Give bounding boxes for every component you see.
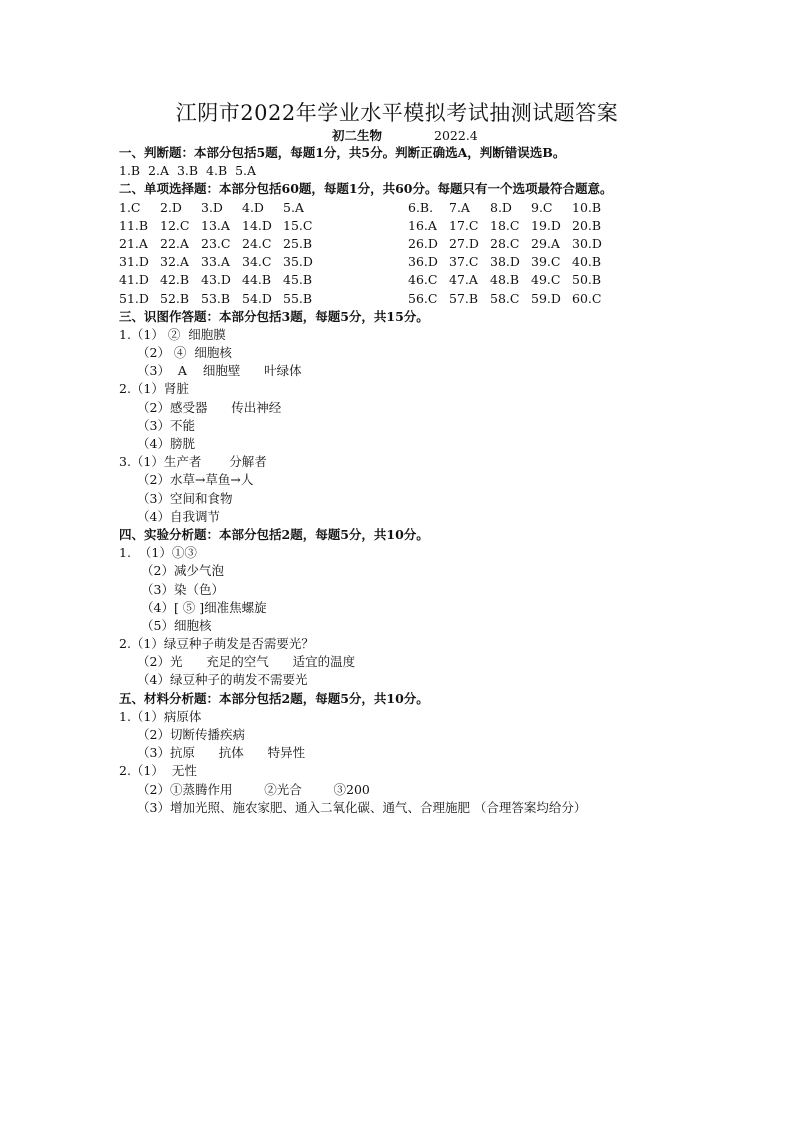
answer-cell: 24.C xyxy=(242,235,272,251)
answer-cell: 19.D xyxy=(531,217,561,233)
answer-line: （2）减少气泡 xyxy=(141,563,224,579)
answer-line: （3）空间和食物 xyxy=(137,490,233,506)
answer-cell: 43.D xyxy=(201,272,231,288)
section-1-heading: 一、判断题：本部分包括5题，每题1分，共5分。判断正确选A，判断错误选B。 xyxy=(119,145,566,160)
answer-cell: 28.C xyxy=(490,235,520,251)
answer-cell: 35.D xyxy=(283,254,313,270)
answer-cell: 29.A xyxy=(531,235,560,251)
answer-line: （3） A 细胞壁 叶绿体 xyxy=(137,363,302,379)
answer-cell: 8.D xyxy=(490,199,512,215)
answer-cell: 39.C xyxy=(531,254,561,270)
answer-key xyxy=(119,144,739,817)
answer-line: （3）不能 xyxy=(137,417,195,433)
answer-line: 2.（1）绿豆种子萌发是否需要光？ xyxy=(119,636,314,652)
answer-line: （4）[ ⑤ ]细准焦螺旋 xyxy=(141,599,267,615)
answer-line: （3）染（色） xyxy=(141,581,224,597)
answer-cell: 16.A xyxy=(408,217,437,233)
answer-cell: 14.D xyxy=(242,217,272,233)
answer-cell: 11.B xyxy=(119,217,149,233)
answer-cell: 27.D xyxy=(449,235,479,251)
answer-cell: 38.D xyxy=(490,254,520,270)
answer-cell: 49.C xyxy=(531,272,561,288)
subject: 初二生物 xyxy=(332,128,383,143)
answer-cell: 51.D xyxy=(119,290,149,306)
answer-line: （2）①蒸腾作用 ②光合 ③200 xyxy=(137,781,370,797)
answer-cell: 9.C xyxy=(531,199,553,215)
answer-cell: 25.B xyxy=(283,235,313,251)
answer-cell: 47.A xyxy=(449,272,478,288)
answer-line: 1. （1）①③ xyxy=(119,545,197,561)
answer-line: （2）感受器 传出神经 xyxy=(137,399,282,415)
answer-line: （3）抗原 抗体 特异性 xyxy=(137,745,306,761)
answer-cell: 4.D xyxy=(242,199,264,215)
answer-line: 2.（1）肾脏 xyxy=(119,381,189,397)
answer-cell: 22.A xyxy=(160,235,189,251)
section-5-heading: 五、材料分析题：本部分包括2题，每题5分，共10分。 xyxy=(119,690,429,706)
answer-line: （2）切断传播疾病 xyxy=(137,727,245,742)
answer-cell: 53.B xyxy=(201,290,231,306)
answer-line: 1.（1）病原体 xyxy=(119,708,202,724)
answer-cell: 44.B xyxy=(242,272,272,288)
answer-cell: 20.B xyxy=(572,217,602,233)
answer-cell: 5.A xyxy=(283,199,304,215)
section-1-answers: 1.B 2.A 3.B 4.B 5.A xyxy=(119,163,257,179)
answer-row xyxy=(119,199,739,217)
answer-cell: 34.C xyxy=(242,254,272,270)
section-4-heading: 四、实验分析题：本部分包括2题，每题5分，共10分。 xyxy=(119,526,429,542)
section-2-answer-grid xyxy=(119,199,739,308)
answer-cell: 21.A xyxy=(119,235,148,251)
answer-cell: 15.C xyxy=(283,217,313,233)
answer-cell: 6.B. xyxy=(408,199,434,215)
answer-line: （4）绿豆种子的萌发不需要光 xyxy=(137,672,308,688)
answer-line: 3.（1）生产者 分解者 xyxy=(119,454,267,470)
answer-row xyxy=(119,271,739,289)
answer-cell: 57.B xyxy=(449,290,479,306)
answer-cell: 1.C xyxy=(119,199,141,215)
answer-cell: 50.B xyxy=(572,272,602,288)
subtitle xyxy=(332,126,478,144)
answer-cell: 54.D xyxy=(242,290,272,306)
answer-cell: 41.D xyxy=(119,272,149,288)
answer-row xyxy=(119,253,739,271)
answer-cell: 33.A xyxy=(201,254,230,270)
answer-line: （2） ④ 细胞核 xyxy=(137,345,232,361)
answer-cell: 31.D xyxy=(119,254,149,270)
page-title: 江阴市2022年学业水平模拟考试抽测试题答案 xyxy=(175,101,619,125)
answer-cell: 3.D xyxy=(201,199,223,215)
answer-line: 2.（1） 无性 xyxy=(119,763,197,779)
answer-line: （2）光 充足的空气 适宜的温度 xyxy=(137,654,356,670)
answer-row xyxy=(119,235,739,253)
answer-line: （4）自我调节 xyxy=(137,508,220,524)
answer-cell: 40.B xyxy=(572,254,602,270)
answer-cell: 23.C xyxy=(201,235,231,251)
answer-line: （4）膀胱 xyxy=(137,436,195,451)
answer-row xyxy=(119,217,739,235)
answer-cell: 32.A xyxy=(160,254,189,270)
answer-cell: 48.B xyxy=(490,272,520,288)
answer-cell: 58.C xyxy=(490,290,520,306)
answer-cell: 36.D xyxy=(408,254,438,270)
answer-row xyxy=(119,290,739,308)
answer-line: （3）增加光照、施农家肥、通入二氧化碳、通气、合理施肥 （合理答案均给分） xyxy=(137,799,587,815)
answer-cell: 18.C xyxy=(490,217,520,233)
answer-cell: 26.D xyxy=(408,235,438,251)
exam-date: 2022.4 xyxy=(434,128,478,143)
answer-line: （5）细胞核 xyxy=(141,617,212,633)
section-2-heading: 二、单项选择题：本部分包括60题，每题1分，共60分。每题只有一个选项最符合题意。 xyxy=(119,181,613,197)
answer-cell: 7.A xyxy=(449,199,470,215)
answer-cell: 30.D xyxy=(572,235,602,251)
answer-cell: 59.D xyxy=(531,290,561,306)
answer-cell: 10.B xyxy=(572,199,602,215)
answer-cell: 42.B xyxy=(160,272,190,288)
answer-cell: 56.C xyxy=(408,290,438,306)
answer-cell: 17.C xyxy=(449,217,479,233)
answer-cell: 60.C xyxy=(572,290,602,306)
answer-line: 1.（1） ② 细胞膜 xyxy=(119,326,226,342)
answer-cell: 52.B xyxy=(160,290,190,306)
answer-cell: 46.C xyxy=(408,272,438,288)
section-3-heading: 三、识图作答题：本部分包括3题，每题5分，共15分。 xyxy=(119,308,429,324)
answer-cell: 55.B xyxy=(283,290,313,306)
answer-cell: 2.D xyxy=(160,199,182,215)
answer-cell: 13.A xyxy=(201,217,230,233)
answer-cell: 45.B xyxy=(283,272,313,288)
answer-cell: 37.C xyxy=(449,254,479,270)
answer-line: （2）水草→草鱼→人 xyxy=(137,472,254,488)
answer-cell: 12.C xyxy=(160,217,190,233)
